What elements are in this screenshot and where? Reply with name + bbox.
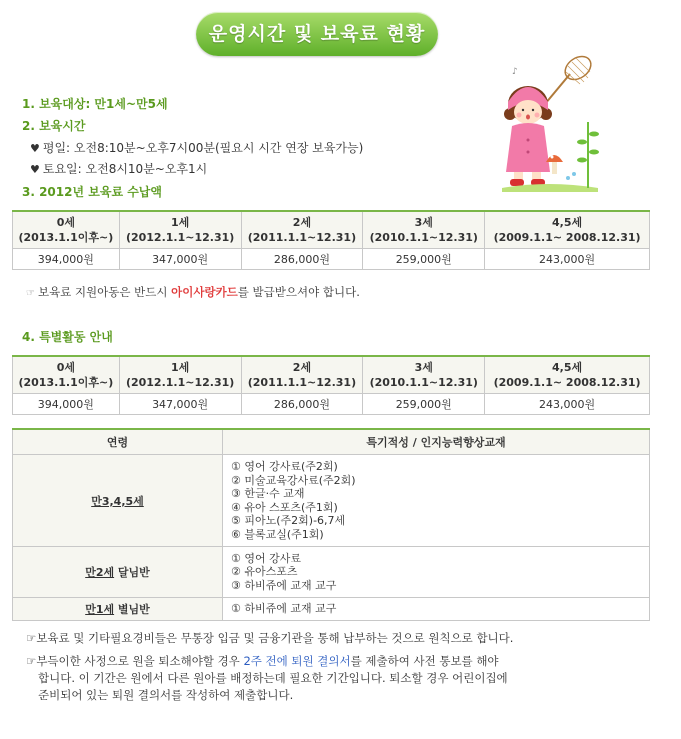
activity-age-label: 만1세 별님반 <box>13 598 223 621</box>
fee-table-header <box>13 211 650 249</box>
fee-cell: 394,000원 <box>13 394 120 415</box>
fee-cell: 243,000원 <box>485 394 650 415</box>
header-cell: 0세 (2013.1.1이후~) <box>13 356 120 394</box>
header-cell: 2세 (2011.1.1~12.31) <box>241 211 363 249</box>
header-age: 연령 <box>13 429 223 455</box>
weekday-hours <box>30 139 363 156</box>
header-cell: 1세 (2012.1.1~12.31) <box>119 211 241 249</box>
withdrawal-note-line: 준비되어 있는 퇴원 결의서를 작성하여 제출합니다. <box>38 688 294 702</box>
activity-items <box>223 455 650 547</box>
pointing-hand-icon: ☞ <box>26 654 37 668</box>
list-item: ⑥ 블록교실(주1회) <box>231 527 324 541</box>
subsidy-note: ☞ 보육료 지원아동은 반드시 아이사랑카드를 발급받으셔야 합니다. <box>26 285 360 299</box>
activity-row <box>13 547 650 598</box>
fee-cell: 259,000원 <box>363 394 485 415</box>
fee-cell: 243,000원 <box>485 249 650 270</box>
saturday-hours <box>30 160 207 177</box>
list-item: ② 미술교육강사료(주2회) <box>231 473 356 487</box>
list-item: ① 하비쥬에 교재 교구 <box>231 602 337 616</box>
list-item: ② 유아스포츠 <box>231 565 298 579</box>
list-item: ③ 하비쥬에 교재 교구 <box>231 578 337 592</box>
fee-cell: 347,000원 <box>119 394 241 415</box>
fee-cell: 394,000원 <box>13 249 120 270</box>
fee-cell: 347,000원 <box>119 249 241 270</box>
payment-note: ☞보육료 및 기타필요경비들은 무통장 입금 및 금융기관을 통해 납부하는 것으로 원칙으로 합니다. <box>26 631 514 645</box>
list-item: ① 영어 강사료(주2회) <box>231 460 338 473</box>
activity-items <box>223 547 650 598</box>
list-item: ⑤ 피아노(주2회)-6,7세 <box>231 514 346 527</box>
list-item: ① 영어 강사료 <box>231 551 301 565</box>
fee-table-header <box>13 356 650 394</box>
header-cell: 4,5세 (2009.1.1~ 2008.12.31) <box>485 211 650 249</box>
fee-table-row <box>13 249 650 270</box>
girl-with-net-illustration <box>488 52 608 192</box>
section-target-age: 1. 보육대상: 만1세~만5세 <box>22 97 168 111</box>
svg-text:♪: ♪ <box>512 67 518 77</box>
heart-icon: ♥ <box>30 142 40 155</box>
header-cell: 4,5세 (2009.1.1~ 2008.12.31) <box>485 356 650 394</box>
pointing-hand-icon: ☞ <box>26 631 37 645</box>
withdrawal-note: ☞부득이한 사정으로 원을 퇴소해야할 경우 2주 전에 퇴원 결의서를 제출하여 사전 통보를 해야 합니다. 이 기간은 원에서 다른 원아를 배정하는데 필요한 기간입니다. 퇴소할 경우 어린이집에 준비되어 있는 퇴원 결의서를 작성하여 제출합니다. <box>26 654 508 702</box>
saturday-hours-text: 토요일: 오전8시10분~오후1시 <box>42 162 208 176</box>
activity-age-label: 만2세 달님반 <box>13 547 223 598</box>
activity-table <box>12 428 650 621</box>
pointing-hand-icon: ☞ <box>26 288 35 299</box>
header-cell: 1세 (2012.1.1~12.31) <box>119 356 241 394</box>
withdrawal-form-link[interactable]: 2주 전에 퇴원 결의서 <box>243 654 351 668</box>
header-program: 특기적성 / 인지능력향상교재 <box>223 429 650 455</box>
activity-row <box>13 598 650 621</box>
activity-items <box>223 598 650 621</box>
weekday-hours-text: 평일: 오전8:10분~오후7시00분(필요시 시간 연장 보육가능) <box>42 141 364 155</box>
card-name-highlight: 아이사랑카드 <box>171 285 238 299</box>
activity-table-header <box>13 429 650 455</box>
fee-table-2012 <box>12 210 650 270</box>
activity-age-label: 만3,4,5세 <box>13 455 223 547</box>
fee-cell: 286,000원 <box>241 249 363 270</box>
fee-cell: 259,000원 <box>363 249 485 270</box>
fee-cell: 286,000원 <box>241 394 363 415</box>
section-fee-amount: 3. 2012년 보육료 수납액 <box>22 185 162 199</box>
page-title: 운영시간 및 보육료 현황 <box>196 12 438 56</box>
fee-table-row <box>13 394 650 415</box>
fee-table-special <box>12 355 650 415</box>
heart-icon: ♥ <box>30 163 40 176</box>
list-item: ③ 한글·수 교재 <box>231 487 305 500</box>
header-cell: 3세 (2010.1.1~12.31) <box>363 211 485 249</box>
header-cell: 2세 (2011.1.1~12.31) <box>241 356 363 394</box>
header-cell: 3세 (2010.1.1~12.31) <box>363 356 485 394</box>
activity-row <box>13 455 650 547</box>
section-special-activity: 4. 특별활동 안내 <box>22 330 113 344</box>
list-item: ④ 유아 스포츠(주1회) <box>231 500 338 514</box>
withdrawal-note-line: 합니다. 이 기간은 원에서 다른 원아를 배정하는데 필요한 기간입니다. 퇴소할 경우 어린이집에 <box>38 671 508 685</box>
section-care-hours: 2. 보육시간 <box>22 119 86 133</box>
header-cell: 0세 (2013.1.1이후~) <box>13 211 120 249</box>
